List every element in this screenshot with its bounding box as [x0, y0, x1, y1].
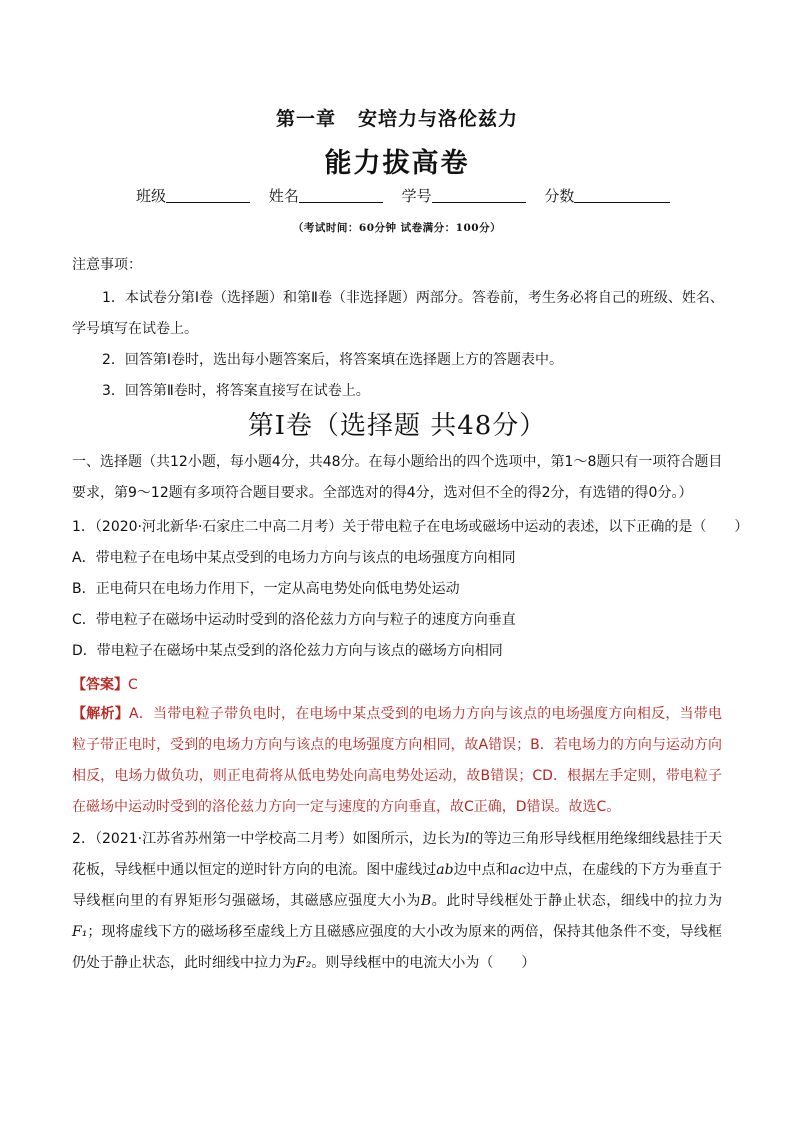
note-item-3: 3．回答第Ⅱ卷时，将答案直接写在试卷上。	[102, 383, 370, 399]
note-item-1-cont: 学号填写在试卷上。	[72, 321, 198, 337]
student-info-fields	[136, 185, 670, 206]
score-label: 分数	[544, 187, 575, 205]
class-blank	[166, 188, 250, 203]
chapter-title: 安培力与洛伦兹力	[358, 108, 519, 130]
question-1-option-a: A．带电粒子在电场中某点受到的电场力方向与该点的电场强度方向相同	[72, 550, 516, 566]
question-1-option-b: B．正电荷只在电场力作用下，一定从高电势处向低电势处运动	[72, 581, 460, 597]
question-1-stem: 1．（2020·河北新华·石家庄二中高二月考）关于带电粒子在电场或磁场中运动的表述，以下正确的是（ ）	[72, 519, 749, 535]
var-b: B	[420, 893, 432, 909]
chapter-number: 第一章	[275, 108, 336, 130]
section-title: 第Ⅰ卷（选择题 共48分）	[247, 411, 547, 441]
var-f2: F₂	[296, 955, 312, 971]
var-l: l	[464, 831, 470, 847]
name-label: 姓名	[268, 187, 299, 205]
note-item-2: 2．回答第Ⅰ卷时，选出每小题答案后，将答案填在选择题上方的答题表中。	[102, 352, 564, 368]
answer-label: 【答案】	[72, 677, 128, 693]
answer-value: C	[128, 677, 138, 693]
question-1-option-c: C．带电粒子在磁场中运动时受到的洛伦兹力方向与粒子的速度方向垂直	[72, 612, 516, 628]
question-1-analysis	[72, 699, 722, 823]
var-ac: ac	[509, 862, 526, 878]
score-blank	[574, 188, 670, 203]
question-2-stem: 2．（2021·江苏省苏州第一中学校高二月考）如图所示，边长为l的等边三角形导线框用绝缘细线悬挂于天花板，导线框中通以恒定的逆时针方向的电流。图中虚线过ab边中点和ac边中点，在虚线的下方为垂直于导线框向里的有界矩形匀强磁场，其磁感应强度大小为B。此时导线框处于静止状态，细线中的拉力为F₁；现将虚线下方的磁场移至虚线上方且磁感应强度的大小改为原来的两倍，保持其他条件不变，导线框仍处于静止状态，此时细线中拉力为F₂。则导线框中的电流大小为（ ）	[72, 831, 723, 971]
var-ab: ab	[436, 862, 454, 878]
id-blank	[432, 188, 526, 203]
paper-title: 能力拔高卷	[324, 148, 470, 179]
notes-heading: 注意事项：	[72, 257, 142, 273]
id-label: 学号	[401, 187, 432, 205]
question-1-option-d: D．带电粒子在磁场中某点受到的洛伦兹力方向与该点的磁场方向相同	[72, 643, 503, 659]
chapter-heading	[0, 104, 794, 131]
class-label: 班级	[136, 187, 167, 205]
time-note: （考试时间：60分钟 试卷满分：100分）	[292, 222, 502, 234]
analysis-label: 【解析】	[72, 706, 129, 722]
var-f1: F₁	[72, 924, 88, 940]
name-blank	[299, 188, 383, 203]
note-item-1: 1．本试卷分第Ⅰ卷（选择题）和第Ⅱ卷（非选择题）两部分。答卷前，考生务必将自己的班级、姓名、	[102, 290, 724, 306]
analysis-text: A．当带电粒子带负电时，在电场中某点受到的电场力方向与该点的电场强度方向相反，当带电粒子带正电时，受到的电场力方向与该点的电场强度方向相同，故A错误；B．若电场力的方向与运动方向相反，电场力做负功，则正电荷将从低电势处向高电势处运动，故B错误；CD．根据左手定则，带电粒子在磁场中运动时受到的洛伦兹力方向一定与速度的方向垂直，故C正确，D错误。故选C。	[72, 706, 723, 815]
section-instructions: 一、选择题（共12小题，每小题4分，共48分。在每小题给出的四个选项中，第1～8题只有一项符合题目要求，第9～12题有多项符合题目要求。全部选对的得4分，选对但不全的得2分，有选错的得0分。）	[72, 454, 723, 501]
question-1-answer	[72, 674, 138, 694]
